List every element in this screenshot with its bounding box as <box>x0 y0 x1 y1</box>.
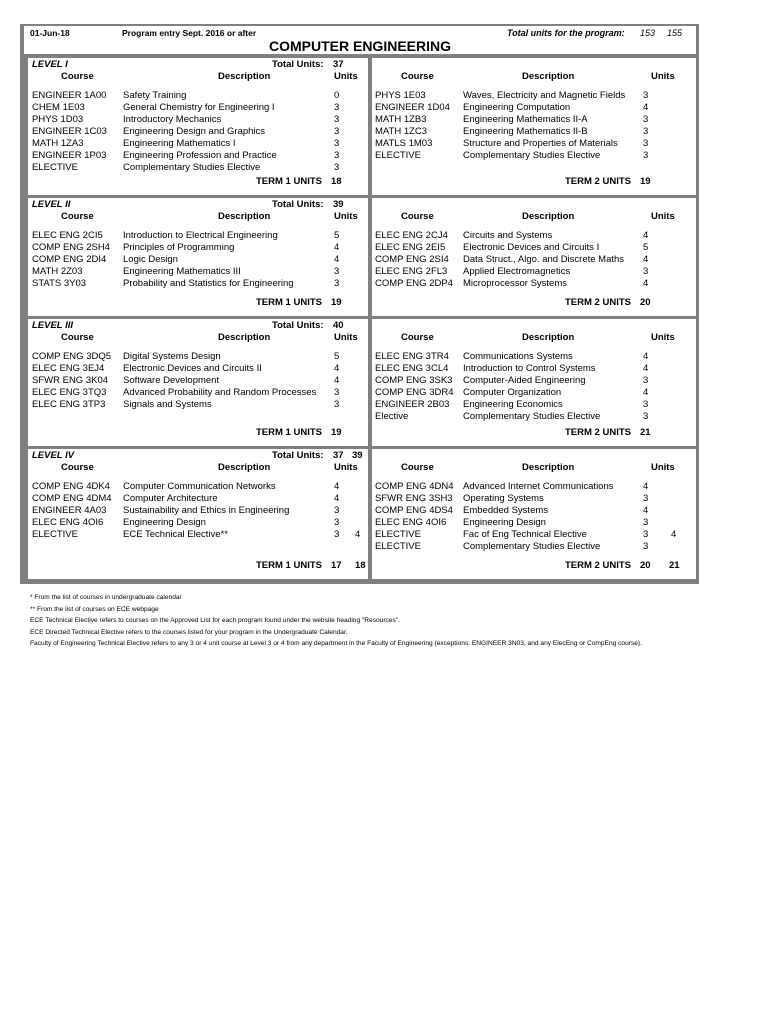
course-units: 3 <box>334 162 340 173</box>
course-code: Elective <box>375 411 409 422</box>
course-units: 3 <box>643 138 649 149</box>
course-description: Engineering Profession and Practice <box>123 150 277 161</box>
course-code: PHYS 1D03 <box>32 114 84 125</box>
table-row <box>372 90 696 102</box>
course-units: 4 <box>643 387 649 398</box>
course-units: 4 <box>334 242 340 253</box>
course-code: ELECTIVE <box>375 541 421 552</box>
course-code: PHYS 1E03 <box>375 90 426 101</box>
course-units: 4 <box>334 254 340 265</box>
program-total-value: 153 <box>640 28 656 38</box>
course-description: Advanced Probability and Random Processes <box>123 387 317 398</box>
term-units-value: 19 <box>640 176 651 187</box>
page-title: COMPUTER ENGINEERING <box>268 38 451 54</box>
column-header-course: Course <box>61 211 94 222</box>
course-description: Engineering Economics <box>463 399 563 410</box>
course-code: COMP ENG 4DS4 <box>375 505 453 516</box>
table-row <box>372 278 696 290</box>
course-units: 4 <box>334 375 340 386</box>
course-units: 3 <box>334 278 340 289</box>
course-units: 4 <box>643 363 649 374</box>
course-code: ENGINEER 1A00 <box>32 90 107 101</box>
course-code: ELEC ENG 3TR4 <box>375 351 449 362</box>
term-units-value: 20 <box>640 560 651 571</box>
table-row <box>372 481 696 493</box>
course-code: ELECTIVE <box>375 529 421 540</box>
level-label: LEVEL I <box>32 59 68 70</box>
course-code: ENGINEER 1D04 <box>375 102 450 113</box>
table-row <box>372 399 696 411</box>
course-units: 3 <box>334 138 340 149</box>
course-units: 3 <box>334 505 340 516</box>
course-units: 4 <box>643 481 649 492</box>
level-1-term2-panel <box>372 58 696 195</box>
course-code: MATH 1ZC3 <box>375 126 428 137</box>
table-row <box>372 150 696 162</box>
program-total-label: Total units for the program: <box>507 28 625 38</box>
course-units: 3 <box>334 102 340 113</box>
course-description: Digital Systems Design <box>123 351 221 362</box>
course-description: Engineering Design <box>463 517 546 528</box>
course-description: Logic Design <box>123 254 178 265</box>
term-units-value: 18 <box>331 176 342 187</box>
course-description: Safety Training <box>123 90 187 101</box>
footnote: ECE Directed Technical Elective refers to the courses listed for your program in the Undergraduate Calendar. <box>30 628 348 636</box>
course-code: ELEC ENG 4OI6 <box>375 517 447 528</box>
course-description: Waves, Electricity and Magnetic Fields <box>463 90 626 101</box>
course-description: Complementary Studies Elective <box>123 162 261 173</box>
table-row <box>28 399 368 411</box>
course-description: Embedded Systems <box>463 505 549 516</box>
column-header-units: Units <box>334 332 358 343</box>
course-description: Introductory Mechanics <box>123 114 222 125</box>
table-row <box>28 375 368 387</box>
term-units-alt-value: 21 <box>669 560 680 571</box>
course-description: Introduction to Control Systems <box>463 363 596 374</box>
course-description: Operating Systems <box>463 493 544 504</box>
course-code: MATH 1ZA3 <box>32 138 84 149</box>
column-header-units: Units <box>334 211 358 222</box>
course-description: Introduction to Electrical Engineering <box>123 230 278 241</box>
course-description: Electronic Devices and Circuits I <box>463 242 600 253</box>
table-row <box>28 242 368 254</box>
course-units: 4 <box>334 493 340 504</box>
column-header-course: Course <box>61 71 94 82</box>
course-code: COMP ENG 2SI4 <box>375 254 449 265</box>
column-header-description: Description <box>522 211 575 222</box>
course-code: ELEC ENG 3TQ3 <box>32 387 107 398</box>
column-header-units: Units <box>651 211 675 222</box>
course-description: Advanced Internet Communications <box>463 481 614 492</box>
course-units: 4 <box>334 481 340 492</box>
table-row <box>28 387 368 399</box>
table-row <box>28 493 368 505</box>
course-code: ELEC ENG 3CL4 <box>375 363 449 374</box>
table-row <box>28 363 368 375</box>
course-units: 3 <box>643 90 649 101</box>
course-units: 3 <box>643 266 649 277</box>
course-code: ENGINEER 4A03 <box>32 505 107 516</box>
level-4-term2-panel <box>372 449 696 579</box>
course-description: Engineering Design and Graphics <box>123 126 266 137</box>
table-row <box>372 541 696 553</box>
course-units: 4 <box>334 363 340 374</box>
column-header-description: Description <box>218 211 271 222</box>
column-header-description: Description <box>218 462 271 473</box>
course-code: ELEC ENG 3TP3 <box>32 399 106 410</box>
term-units-alt-value: 18 <box>355 560 366 571</box>
course-code: COMP ENG 4DM4 <box>32 493 112 504</box>
course-code: COMP ENG 2DI4 <box>32 254 107 265</box>
table-row <box>28 90 368 102</box>
course-description: Complementary Studies Elective <box>463 411 601 422</box>
course-description: Engineering Mathematics II-B <box>463 126 588 137</box>
table-row <box>28 138 368 150</box>
level-1-term1-panel <box>28 58 368 195</box>
term-units-label: TERM 2 UNITS <box>565 427 631 438</box>
course-units: 3 <box>643 150 649 161</box>
course-units: 3 <box>643 375 649 386</box>
revision-date: 01-Jun-18 <box>30 28 70 38</box>
course-units: 5 <box>643 242 649 253</box>
course-units: 4 <box>643 254 649 265</box>
course-description: Data Struct., Algo. and Discrete Maths <box>463 254 625 265</box>
total-units-value: 40 <box>333 320 344 331</box>
course-code: COMP ENG 4DK4 <box>32 481 110 492</box>
column-header-course: Course <box>401 462 434 473</box>
table-row <box>28 230 368 242</box>
course-code: COMP ENG 3DR4 <box>375 387 454 398</box>
course-units: 3 <box>334 126 340 137</box>
total-units-label: Total Units: <box>272 320 324 331</box>
table-row <box>372 375 696 387</box>
course-code: ELEC ENG 2CJ4 <box>375 230 448 241</box>
term-units-label: TERM 2 UNITS <box>565 560 631 571</box>
table-row <box>372 411 696 423</box>
table-row <box>372 242 696 254</box>
course-description: Communications Systems <box>463 351 573 362</box>
course-units: 3 <box>643 114 649 125</box>
column-header-description: Description <box>218 332 271 343</box>
course-description: Engineering Design <box>123 517 206 528</box>
course-units: 5 <box>334 351 340 362</box>
course-code: ENGINEER 2B03 <box>375 399 450 410</box>
column-header-units: Units <box>651 462 675 473</box>
table-row <box>372 493 696 505</box>
course-code: COMP ENG 2SH4 <box>32 242 110 253</box>
table-row <box>28 505 368 517</box>
footnote: Faculty of Engineering Technical Elective refers to any 3 or 4 unit course at Level 3 or 4 from any department in the Faculty of Engineering (exceptions: ENGINEER 3N03, and any ElecEng or CompEng course). <box>30 640 642 647</box>
column-header-units: Units <box>334 462 358 473</box>
course-units: 3 <box>334 266 340 277</box>
table-row <box>28 102 368 114</box>
course-code: ELECTIVE <box>32 162 78 173</box>
table-row <box>372 114 696 126</box>
course-units: 3 <box>334 114 340 125</box>
course-code: COMP ENG 3SK3 <box>375 375 453 386</box>
term-units-label: TERM 2 UNITS <box>565 297 631 308</box>
course-units: 4 <box>643 278 649 289</box>
course-description: Fac of Eng Technical Elective <box>463 529 587 540</box>
table-row <box>28 351 368 363</box>
course-units: 5 <box>334 230 340 241</box>
table-row <box>372 102 696 114</box>
course-code: MATH 1ZB3 <box>375 114 427 125</box>
term-units-value: 21 <box>640 427 651 438</box>
course-units: 3 <box>334 387 340 398</box>
table-row <box>372 505 696 517</box>
course-code: ELEC ENG 2EI5 <box>375 242 446 253</box>
course-units: 0 <box>334 90 340 101</box>
footnote: ** From the list of courses on ECE webpage <box>30 605 159 613</box>
course-units: 3 <box>643 529 649 540</box>
course-description: Principles of Programming <box>123 242 235 253</box>
course-units: 3 <box>643 399 649 410</box>
table-row <box>372 387 696 399</box>
table-row <box>372 230 696 242</box>
course-units: 3 <box>643 517 649 528</box>
course-units: 3 <box>643 493 649 504</box>
table-row <box>28 114 368 126</box>
table-row <box>372 126 696 138</box>
course-units: 3 <box>334 150 340 161</box>
table-row <box>372 254 696 266</box>
course-code: ELECTIVE <box>32 529 78 540</box>
footnote: ECE Technical Elective refers to courses on the Approved List for each program found under the website heading "Resources". <box>30 617 400 624</box>
term-units-value: 17 <box>331 560 342 571</box>
course-description: Signals and Systems <box>123 399 212 410</box>
table-row <box>372 138 696 150</box>
table-row <box>28 254 368 266</box>
course-code: CHEM 1E03 <box>32 102 85 113</box>
level-2-term1-panel <box>28 198 368 316</box>
course-units: 3 <box>643 541 649 552</box>
course-code: ELEC ENG 3EJ4 <box>32 363 105 374</box>
table-row <box>28 266 368 278</box>
course-units: 4 <box>643 351 649 362</box>
course-description: Complementary Studies Elective <box>463 541 601 552</box>
term-units-value: 19 <box>331 297 342 308</box>
course-code: ENGINEER 1C03 <box>32 126 107 137</box>
footnote: * From the list of courses in undergraduate calendar <box>30 594 182 601</box>
table-row <box>28 529 368 541</box>
table-row <box>372 266 696 278</box>
level-3-term1-panel <box>28 319 368 446</box>
term-units-label: TERM 1 UNITS <box>256 297 322 308</box>
footnotes <box>30 592 750 650</box>
course-description: Computer Architecture <box>123 493 218 504</box>
course-code: ELECTIVE <box>375 150 421 161</box>
table-row <box>28 162 368 174</box>
course-description: Electronic Devices and Circuits II <box>123 363 262 374</box>
total-units-label: Total Units: <box>272 199 324 210</box>
course-units: 3 <box>334 529 340 540</box>
course-description: Circuits and Systems <box>463 230 553 241</box>
term-units-label: TERM 1 UNITS <box>256 560 322 571</box>
total-units-label: Total Units: <box>272 450 324 461</box>
table-row <box>28 481 368 493</box>
course-description: Engineering Computation <box>463 102 571 113</box>
total-units-value: 37 <box>333 59 344 70</box>
course-code: MATLS 1M03 <box>375 138 433 149</box>
course-description: Engineering Mathematics I <box>123 138 236 149</box>
column-header-description: Description <box>522 462 575 473</box>
level-3-term2-panel <box>372 319 696 446</box>
course-description: Software Development <box>123 375 220 386</box>
table-row <box>372 529 696 541</box>
course-code: MATH 2Z03 <box>32 266 83 277</box>
column-header-course: Course <box>61 462 94 473</box>
table-row <box>28 278 368 290</box>
program-entry: Program entry Sept. 2016 or after <box>122 28 257 38</box>
table-row <box>28 150 368 162</box>
course-code: SFWR ENG 3SH3 <box>375 493 453 504</box>
level-label: LEVEL II <box>32 199 71 210</box>
term-units-value: 19 <box>331 427 342 438</box>
course-code: STATS 3Y03 <box>32 278 87 289</box>
course-description: Probability and Statistics for Engineering <box>123 278 294 289</box>
course-units-alt: 4 <box>671 529 677 540</box>
course-units: 3 <box>334 399 340 410</box>
table-row <box>28 126 368 138</box>
course-description: Computer Communication Networks <box>123 481 276 492</box>
sheet-header <box>24 26 696 54</box>
table-row <box>372 351 696 363</box>
course-description: Structure and Properties of Materials <box>463 138 618 149</box>
course-description: Microprocessor Systems <box>463 278 567 289</box>
level-4-term1-panel <box>28 449 368 579</box>
level-label: LEVEL IV <box>32 450 75 461</box>
course-code: COMP ENG 3DQ5 <box>32 351 112 362</box>
column-header-description: Description <box>522 332 575 343</box>
program-total-alt-value: 155 <box>667 28 683 38</box>
course-description: Engineering Mathematics III <box>123 266 241 277</box>
column-header-units: Units <box>651 332 675 343</box>
course-units-alt: 4 <box>355 529 361 540</box>
course-code: ENGINEER 1P03 <box>32 150 107 161</box>
table-row <box>28 517 368 529</box>
column-header-course: Course <box>401 71 434 82</box>
course-description: Computer-Aided Engineering <box>463 375 586 386</box>
column-header-units: Units <box>651 71 675 82</box>
course-description: ECE Technical Elective** <box>123 529 228 540</box>
column-header-description: Description <box>218 71 271 82</box>
term-units-value: 20 <box>640 297 651 308</box>
course-units: 3 <box>643 126 649 137</box>
course-units: 3 <box>334 517 340 528</box>
table-row <box>372 517 696 529</box>
column-header-units: Units <box>334 71 358 82</box>
term-units-label: TERM 1 UNITS <box>256 427 322 438</box>
course-code: SFWR ENG 3K04 <box>32 375 109 386</box>
column-header-course: Course <box>61 332 94 343</box>
course-code: ELEC ENG 2FL3 <box>375 266 448 277</box>
course-description: Engineering Mathematics II-A <box>463 114 588 125</box>
total-units-value: 39 <box>333 199 344 210</box>
course-description: Applied Electromagnetics <box>463 266 571 277</box>
level-2-term2-panel <box>372 198 696 316</box>
total-units-label: Total Units: <box>272 59 324 70</box>
course-units: 4 <box>643 230 649 241</box>
total-units-alt-value: 39 <box>352 450 363 461</box>
column-header-description: Description <box>522 71 575 82</box>
course-code: ELEC ENG 2CI5 <box>32 230 103 241</box>
column-header-course: Course <box>401 332 434 343</box>
course-description: General Chemistry for Engineering I <box>123 102 275 113</box>
level-label: LEVEL III <box>32 320 74 331</box>
course-code: COMP ENG 2DP4 <box>375 278 453 289</box>
course-description: Computer Organization <box>463 387 562 398</box>
term-units-label: TERM 2 UNITS <box>565 176 631 187</box>
course-units: 4 <box>643 505 649 516</box>
course-units: 4 <box>643 102 649 113</box>
table-row <box>372 363 696 375</box>
course-code: COMP ENG 4DN4 <box>375 481 454 492</box>
course-description: Sustainability and Ethics in Engineering <box>123 505 290 516</box>
term-units-label: TERM 1 UNITS <box>256 176 322 187</box>
course-code: ELEC ENG 4OI6 <box>32 517 104 528</box>
total-units-value: 37 <box>333 450 344 461</box>
course-units: 3 <box>643 411 649 422</box>
column-header-course: Course <box>401 211 434 222</box>
course-description: Complementary Studies Elective <box>463 150 601 161</box>
